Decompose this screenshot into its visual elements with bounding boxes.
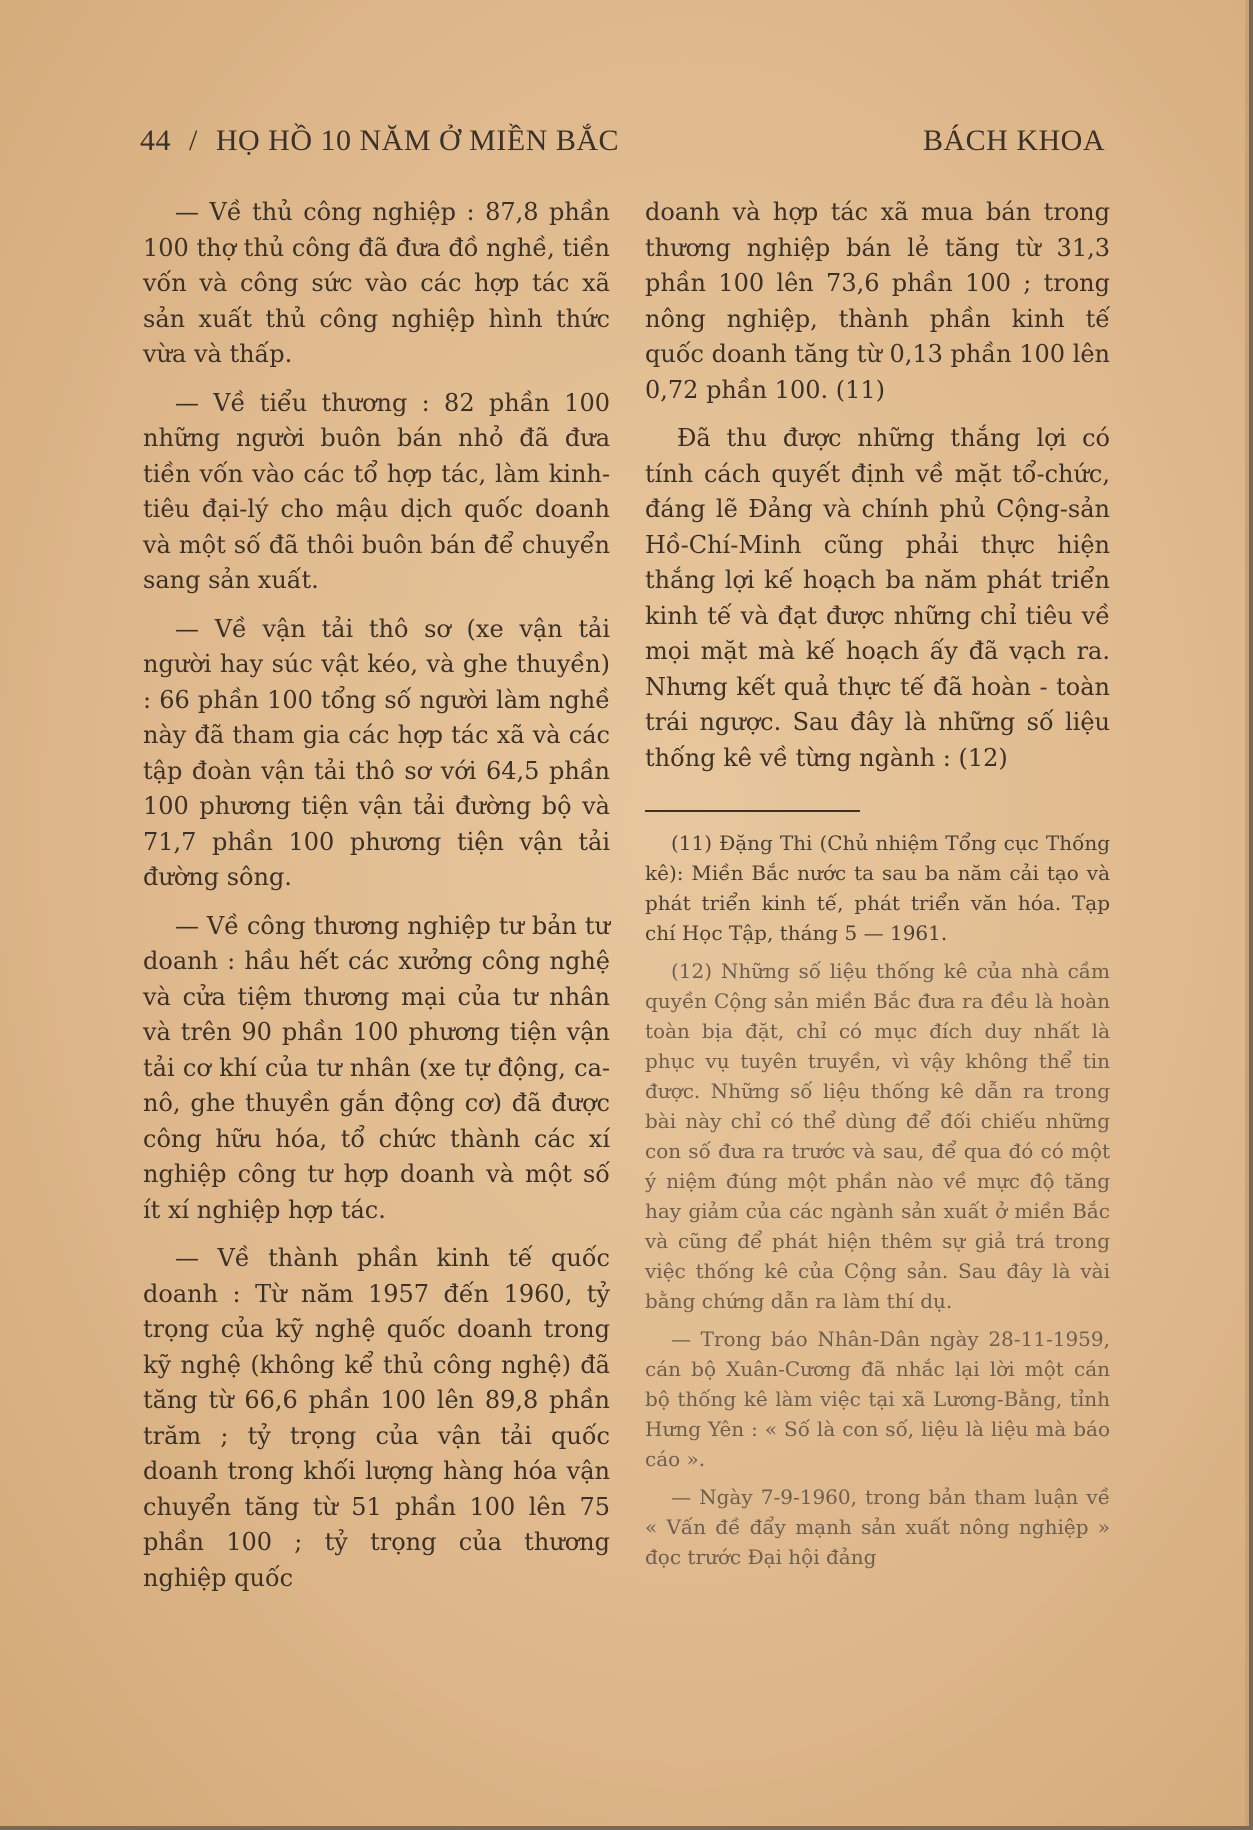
paragraph-small-trade: — Về tiểu thương : 82 phần 100 những người buôn bán nhỏ đã đưa tiền vốn vào các tổ hợp tác, làm kinh-tiêu đại-lý cho mậu dịch quốc doanh và một số đã thôi buôn bán để chuyển sang sản xuất.: [143, 388, 610, 594]
footnote-12: (12) Những số liệu thống kê của nhà cầm quyền Cộng sản miền Bắc đưa ra đều là hoàn toàn bịa đặt, chỉ có mục đích duy nhất là phục vụ tuyên truyền, vì vậy không thể tin được. Những số liệu thống kê dẫn ra trong bài này chỉ có thể dùng để đối chiếu những con số đưa ra trước và sau, để qua đó có một ý niệm đúng một phần nào về mực độ tăng hay giảm của các ngành sản xuất ở miền Bắc và cũng để phát hiện thêm sự giả trá trong việc thống kê của Cộng sản. Sau đây là vài bằng chứng dẫn ra làm thí dụ.: [645, 959, 1110, 1313]
paragraph-state-sector: — Về thành phần kinh tế quốc doanh : Từ năm 1957 đến 1960, tỷ trọng của kỹ nghệ quốc doanh trong kỹ nghệ (không kể thủ công nghệ) đã tăng từ 66,6 phần 100 lên 89,8 phần trăm ; tỷ trọng của vận tải quốc doanh trong khối lượng hàng hóa vận chuyển tăng từ 51 phần 100 lên 75 phần 100 ; tỷ trọng của thương nghiệp quốc: [143, 1244, 610, 1592]
publication-name: BÁCH KHOA: [922, 124, 1105, 157]
footnote-quote-1960: — Ngày 7-9-1960, trong bản tham luận về « Vấn đề đẩy mạnh sản xuất nông nghiệp » đọc trước Đại hội đảng: [645, 1485, 1110, 1569]
paragraph-primitive-transport: — Về vận tải thô sơ (xe vận tải người hay súc vật kéo, và ghe thuyền) : 66 phần 100 tổng số người làm nghề này đã tham gia các hợp tác xã và các tập đoàn vận tải thô sơ với 64,5 phần 100 phương tiện vận tải đường bộ và 71,7 phần 100 phương tiện vận tải đường sông.: [143, 614, 610, 891]
left-column: [143, 195, 610, 1609]
header-left: [140, 124, 619, 158]
running-title: HỌ HỒ 10 NĂM Ở MIỀN BẮC: [215, 124, 620, 157]
paragraph-plan-results: Đã thu được những thắng lợi có tính cách quyết định về mặt tổ-chức, đáng lẽ Đảng và chính phủ Cộng-sản Hồ-Chí-Minh cũng phải thực hiện thắng lợi kế hoạch ba năm phát triển kinh tế và đạt được những chỉ tiêu về mọi mặt mà kế hoạch ấy đã vạch ra. Nhưng kết quả thực tế đã hoàn - toàn trái ngược. Sau đây là những số liệu thống kê về từng ngành : (12): [645, 424, 1110, 772]
page-number: 44: [140, 124, 171, 157]
header-separator: /: [189, 124, 198, 157]
paragraph-private-capitalist: — Về công thương nghiệp tư bản tư doanh : hầu hết các xưởng công nghệ và cửa tiệm thương mại của tư nhân và trên 90 phần 100 phương tiện vận tải cơ khí của tư nhân (xe tự động, ca-nô, ghe thuyền gắn động cơ) đã được công hữu hóa, tổ chức thành các xí nghiệp công tư hợp doanh và một số ít xí nghiệp hợp tác.: [143, 911, 610, 1224]
paragraph-handicraft: — Về thủ công nghiệp : 87,8 phần 100 thợ thủ công đã đưa đồ nghề, tiền vốn và công sức vào các hợp tác xã sản xuất thủ công nghiệp hình thức vừa và thấp.: [143, 198, 610, 368]
paragraph-continuation: doanh và hợp tác xã mua bán trong thương nghiệp bán lẻ tăng từ 31,3 phần 100 lên 73,6 phần 100 ; trong nông nghiệp, thành phần kinh tế quốc doanh tăng từ 0,13 phần 100 lên 0,72 phần 100. (11): [645, 198, 1110, 404]
footnotes: [645, 828, 1110, 1572]
right-column: [645, 195, 1110, 1580]
footnote-divider: [645, 810, 860, 812]
footnote-11: (11) Đặng Thi (Chủ nhiệm Tổng cục Thống kê): Miền Bắc nước ta sau ba năm cải tạo và phát triển kinh tế, phát triển văn hóa. Tạp chí Học Tập, tháng 5 — 1961.: [645, 831, 1110, 945]
footnote-quote-nhan-dan: — Trong báo Nhân-Dân ngày 28-11-1959, cán bộ Xuân-Cương đã nhắc lại lời một cán bộ thống kê làm việc tại xã Lương-Bằng, tỉnh Hưng Yên : « Số là con số, liệu là liệu mà báo cáo ».: [645, 1327, 1110, 1471]
